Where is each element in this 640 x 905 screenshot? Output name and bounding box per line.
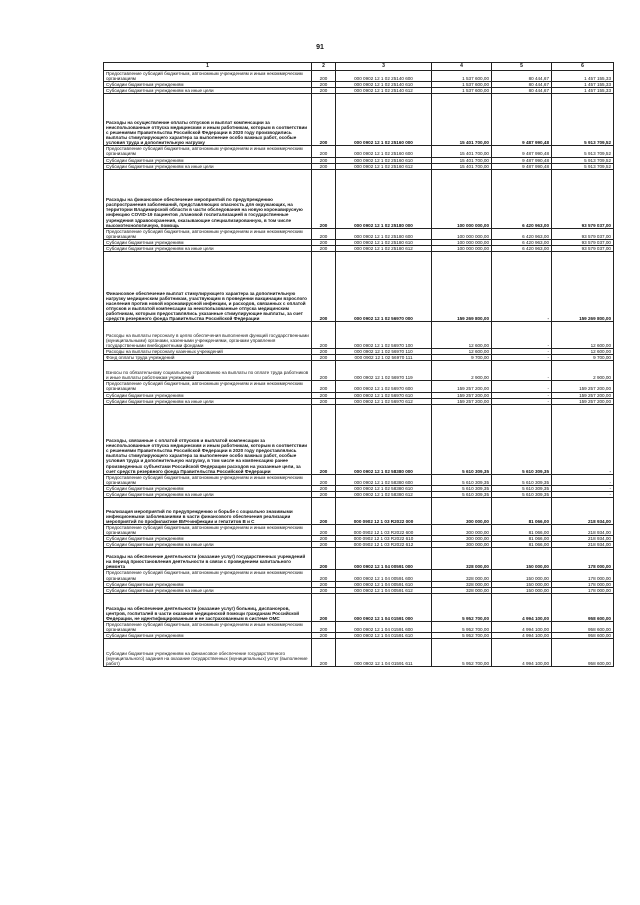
row-admin-code: 200 — [312, 621, 336, 632]
row-executed-amount: 6 420 963,00 — [492, 246, 552, 252]
row-admin-code: 200 — [312, 163, 336, 169]
table-row — [104, 621, 614, 632]
row-executed-amount: 150 000,00 — [492, 548, 552, 570]
row-budget-code: 000 0902 12 1 02 25140 610 — [336, 82, 432, 88]
row-executed-amount: 9 487 990,48 — [492, 94, 552, 146]
row-unexecuted-amount: 5 913 709,52 — [552, 157, 614, 163]
row-description: Предоставление субсидий бюджетным, автономным учреждениям и иным некоммерческим организациям — [104, 525, 312, 536]
row-unexecuted-amount: 1 457 155,33 — [552, 71, 614, 82]
row-description: Субсидии бюджетным учреждениям на иные цели — [104, 542, 312, 548]
row-admin-code: 200 — [312, 381, 336, 392]
table-row — [104, 169, 614, 228]
row-executed-amount: 5 610 309,35 — [492, 485, 552, 491]
row-approved-amount: 1 537 600,00 — [432, 82, 492, 88]
row-description: Расходы на выплаты персоналу в целях обеспечения выполнения функций государственными (муниципальными) органами, казенными учреждениями, органами управления государственными внебюджетными фондами — [104, 322, 312, 349]
row-unexecuted-amount: 178 000,00 — [552, 581, 614, 587]
row-budget-code: 000 0902 12 1 02 56970 110 — [336, 349, 432, 355]
table-body — [104, 71, 614, 667]
row-description: Финансовое обеспечение выплат стимулирующего характера за дополнительную нагрузку медицинским работникам, участвующим в проведении вакцинации взрослого населения против новой коронавирусной инфекции, и расходов, связанных с оплатой отпусков и выплатой компенсации за неиспользованные отпуска медицинским работникам, которым предоставлялись указанные стимулирующие выплаты, за счет средств резервного фонда Правительства Российской Федерации — [104, 252, 312, 322]
row-budget-code: 000 0902 12 1 02 25180 610 — [336, 239, 432, 245]
table-row — [104, 381, 614, 392]
row-admin-code: 200 — [312, 525, 336, 536]
row-unexecuted-amount: 12 600,00 — [552, 322, 614, 349]
row-unexecuted-amount: 218 934,00 — [552, 498, 614, 525]
row-approved-amount: 300 000,00 — [432, 498, 492, 525]
row-admin-code: 200 — [312, 485, 336, 491]
row-budget-code: 000 0902 12 1 03 R2022 000 — [336, 498, 432, 525]
row-executed-amount: 4 994 100,00 — [492, 593, 552, 621]
row-approved-amount: 15 401 700,00 — [432, 146, 492, 157]
row-executed-amount: 5 610 309,35 — [492, 491, 552, 497]
page-number: 91 — [316, 44, 324, 51]
row-budget-code: 000 0902 12 1 02 56970 000 — [336, 252, 432, 322]
row-admin-code: 200 — [312, 157, 336, 163]
row-description: Субсидии бюджетным учреждениям — [104, 157, 312, 163]
row-admin-code: 200 — [312, 570, 336, 581]
row-description: Субсидии бюджетным учреждениям — [104, 239, 312, 245]
row-approved-amount: 300 000,00 — [432, 536, 492, 542]
row-admin-code: 200 — [312, 252, 336, 322]
row-executed-amount: - — [492, 355, 552, 361]
row-approved-amount: 12 600,00 — [432, 322, 492, 349]
table-row — [104, 548, 614, 570]
row-description: Предоставление субсидий бюджетным, автономным учреждениям и иным некоммерческим организациям — [104, 228, 312, 239]
row-budget-code: 000 0902 12 1 04 01591 600 — [336, 621, 432, 632]
row-executed-amount: - — [492, 361, 552, 381]
table-row — [104, 88, 614, 94]
row-unexecuted-amount: 178 000,00 — [552, 570, 614, 581]
row-approved-amount: 159 257 200,00 — [432, 398, 492, 404]
table-row — [104, 542, 614, 548]
row-admin-code: 200 — [312, 593, 336, 621]
table-row — [104, 146, 614, 157]
row-unexecuted-amount: - — [552, 485, 614, 491]
row-description: Субсидии бюджетным учреждениям на иные цели — [104, 398, 312, 404]
table-row — [104, 163, 614, 169]
row-executed-amount: 150 000,00 — [492, 581, 552, 587]
row-description: Расходы на осуществление оплаты отпусков и выплат компенсации за неиспользованные отпуска медицинским и иным работникам, которым в соответствии с решениями Правительства Российской Федерации в 2020 году производились выплаты стимулирующего характера за выполнение особо важных работ, особые условия труда и дополнительную нагрузку — [104, 94, 312, 146]
row-unexecuted-amount: 218 934,00 — [552, 542, 614, 548]
row-admin-code: 200 — [312, 146, 336, 157]
row-approved-amount: 15 401 700,00 — [432, 157, 492, 163]
row-budget-code: 000 0902 12 1 02 58380 000 — [336, 404, 432, 474]
row-budget-code: 000 0902 12 1 04 00591 612 — [336, 587, 432, 593]
row-description: Субсидии бюджетным учреждениям на иные цели — [104, 246, 312, 252]
row-executed-amount: 6 420 963,00 — [492, 228, 552, 239]
row-admin-code: 200 — [312, 82, 336, 88]
row-admin-code: 200 — [312, 392, 336, 398]
table-row — [104, 593, 614, 621]
table-row — [104, 246, 614, 252]
row-budget-code: 000 0902 12 1 04 00591 610 — [336, 581, 432, 587]
row-budget-code: 000 0902 12 1 02 56970 119 — [336, 361, 432, 381]
row-approved-amount: 159 269 800,00 — [432, 252, 492, 322]
row-description: Субсидии бюджетным учреждениям — [104, 485, 312, 491]
row-unexecuted-amount: 218 934,00 — [552, 536, 614, 542]
row-executed-amount: 6 420 963,00 — [492, 169, 552, 228]
row-budget-code: 000 0902 12 1 02 25180 612 — [336, 246, 432, 252]
row-unexecuted-amount: 93 579 037,00 — [552, 169, 614, 228]
row-approved-amount: 159 257 200,00 — [432, 381, 492, 392]
row-description: Фонд оплаты труда учреждений — [104, 355, 312, 361]
row-executed-amount: 150 000,00 — [492, 587, 552, 593]
row-unexecuted-amount: - — [552, 404, 614, 474]
row-admin-code: 200 — [312, 398, 336, 404]
row-executed-amount: - — [492, 392, 552, 398]
row-approved-amount: 300 000,00 — [432, 525, 492, 536]
row-executed-amount: 5 610 309,35 — [492, 474, 552, 485]
row-budget-code: 000 0902 12 1 02 25160 610 — [336, 157, 432, 163]
row-description: Субсидии бюджетным учреждениям — [104, 633, 312, 639]
row-admin-code: 200 — [312, 491, 336, 497]
table-row — [104, 322, 614, 349]
row-approved-amount: 1 537 600,00 — [432, 71, 492, 82]
row-description: Субсидии бюджетным учреждениям на иные цели — [104, 88, 312, 94]
row-budget-code: 000 0902 12 1 02 58380 600 — [336, 474, 432, 485]
row-approved-amount: 12 600,00 — [432, 349, 492, 355]
row-executed-amount: 81 066,00 — [492, 536, 552, 542]
row-admin-code: 200 — [312, 322, 336, 349]
row-executed-amount: 4 994 100,00 — [492, 633, 552, 639]
row-unexecuted-amount: 1 457 155,33 — [552, 88, 614, 94]
row-description: Субсидии бюджетным учреждениям на иные цели — [104, 491, 312, 497]
row-executed-amount: 4 994 100,00 — [492, 621, 552, 632]
row-approved-amount: 328 000,00 — [432, 548, 492, 570]
column-header: 5 — [492, 63, 552, 71]
row-description: Расходы на обеспечение деятельности (оказание услуг) больниц, диспансеров, центров, госпиталей в части оказания медицинской помощи гражданам Российской Федерации, не идентифицированным и не застрахованным в системе ОМС — [104, 593, 312, 621]
table-row — [104, 639, 614, 667]
row-unexecuted-amount: 159 257 200,00 — [552, 381, 614, 392]
table-row — [104, 361, 614, 381]
row-budget-code: 000 0902 12 1 02 25180 600 — [336, 228, 432, 239]
row-description: Расходы на обеспечение деятельности (оказание услуг) государственных учреждений на период приостановления деятельности в связи с проведением капитального ремонта — [104, 548, 312, 570]
row-admin-code: 200 — [312, 169, 336, 228]
row-unexecuted-amount: 958 600,00 — [552, 621, 614, 632]
row-budget-code: 000 0902 12 1 02 25160 600 — [336, 146, 432, 157]
row-budget-code: 000 0902 12 1 02 25140 612 — [336, 88, 432, 94]
row-unexecuted-amount: 159 257 200,00 — [552, 392, 614, 398]
table-row — [104, 404, 614, 474]
row-admin-code: 200 — [312, 548, 336, 570]
row-approved-amount: 5 952 700,00 — [432, 593, 492, 621]
row-approved-amount: 328 000,00 — [432, 570, 492, 581]
row-unexecuted-amount: 178 000,00 — [552, 548, 614, 570]
row-description: Субсидии бюджетным учреждениям — [104, 82, 312, 88]
row-description: Предоставление субсидий бюджетным, автономным учреждениям и иным некоммерческим организациям — [104, 621, 312, 632]
row-budget-code: 000 0902 12 1 02 58380 612 — [336, 491, 432, 497]
row-approved-amount: 5 610 309,35 — [432, 404, 492, 474]
row-unexecuted-amount: 159 269 800,00 — [552, 252, 614, 322]
table-row — [104, 485, 614, 491]
table-row — [104, 633, 614, 639]
row-approved-amount: 5 952 700,00 — [432, 639, 492, 667]
row-unexecuted-amount: 93 579 037,00 — [552, 228, 614, 239]
row-approved-amount: 2 900,00 — [432, 361, 492, 381]
row-budget-code: 000 0902 12 1 02 25160 612 — [336, 163, 432, 169]
row-admin-code: 200 — [312, 536, 336, 542]
row-approved-amount: 5 610 309,35 — [432, 491, 492, 497]
row-admin-code: 200 — [312, 228, 336, 239]
row-budget-code: 000 0902 12 1 02 56970 612 — [336, 398, 432, 404]
row-unexecuted-amount: 93 579 037,00 — [552, 239, 614, 245]
row-approved-amount: 5 952 700,00 — [432, 621, 492, 632]
table-row — [104, 474, 614, 485]
table-row — [104, 536, 614, 542]
row-unexecuted-amount: - — [552, 474, 614, 485]
row-approved-amount: 300 000,00 — [432, 542, 492, 548]
row-budget-code: 000 0902 12 1 03 R2022 600 — [336, 525, 432, 536]
row-executed-amount: - — [492, 381, 552, 392]
budget-table — [103, 62, 614, 667]
row-description: Субсидии бюджетным учреждениям на иные цели — [104, 587, 312, 593]
row-executed-amount: 6 420 963,00 — [492, 239, 552, 245]
row-budget-code: 000 0902 12 1 02 58380 610 — [336, 485, 432, 491]
table-row — [104, 498, 614, 525]
row-budget-code: 000 0902 12 1 03 R2022 610 — [336, 536, 432, 542]
row-unexecuted-amount: 9 700,00 — [552, 355, 614, 361]
row-unexecuted-amount: 178 000,00 — [552, 587, 614, 593]
table-row — [104, 157, 614, 163]
row-executed-amount: 4 994 100,00 — [492, 639, 552, 667]
row-executed-amount: 81 066,00 — [492, 525, 552, 536]
row-description: Субсидии бюджетным учреждениям на финансовое обеспечение государственного (муниципального) задания на оказание государственных (муниципальных) услуг (выполнение работ) — [104, 639, 312, 667]
row-approved-amount: 15 401 700,00 — [432, 94, 492, 146]
row-executed-amount: - — [492, 349, 552, 355]
row-approved-amount: 5 610 309,35 — [432, 474, 492, 485]
row-description: Субсидии бюджетным учреждениям — [104, 581, 312, 587]
row-executed-amount: - — [492, 252, 552, 322]
row-executed-amount: 80 444,67 — [492, 71, 552, 82]
row-unexecuted-amount: 5 913 709,52 — [552, 146, 614, 157]
table-row — [104, 581, 614, 587]
row-description: Взносы по обязательному социальному страхованию на выплаты по оплате труда работников и иные выплаты работникам учреждений — [104, 361, 312, 381]
table-row — [104, 94, 614, 146]
row-admin-code: 200 — [312, 361, 336, 381]
row-approved-amount: 5 610 309,35 — [432, 485, 492, 491]
row-budget-code: 000 0902 12 1 02 56970 100 — [336, 322, 432, 349]
row-approved-amount: 159 257 200,00 — [432, 392, 492, 398]
row-unexecuted-amount: 958 600,00 — [552, 593, 614, 621]
row-executed-amount: 9 487 990,48 — [492, 157, 552, 163]
row-unexecuted-amount: 93 579 037,00 — [552, 246, 614, 252]
row-admin-code: 200 — [312, 633, 336, 639]
row-approved-amount: 328 000,00 — [432, 587, 492, 593]
row-admin-code: 200 — [312, 498, 336, 525]
row-description: Субсидии бюджетным учреждениям — [104, 392, 312, 398]
table-row — [104, 252, 614, 322]
row-budget-code: 000 0902 12 1 02 56970 111 — [336, 355, 432, 361]
table-row — [104, 82, 614, 88]
row-unexecuted-amount: - — [552, 491, 614, 497]
row-budget-code: 000 0902 12 1 02 56970 600 — [336, 381, 432, 392]
row-executed-amount: 80 444,67 — [492, 88, 552, 94]
row-budget-code: 000 0902 12 1 03 R2022 612 — [336, 542, 432, 548]
row-unexecuted-amount: 958 600,00 — [552, 639, 614, 667]
row-description: Реализация мероприятий по предупреждению и борьбе с социально значимыми инфекционными заболеваниями в части финансового обеспечения реализации мероприятий по профилактике ВИЧ-инфекции и гепатитов В и С — [104, 498, 312, 525]
table-header — [104, 63, 614, 71]
table-row — [104, 491, 614, 497]
row-unexecuted-amount: 159 257 200,00 — [552, 398, 614, 404]
row-executed-amount: 150 000,00 — [492, 570, 552, 581]
table-row — [104, 587, 614, 593]
row-description: Расходы на выплаты персоналу казенных учреждений — [104, 349, 312, 355]
table-row — [104, 71, 614, 82]
row-description: Расходы, связанные с оплатой отпусков и выплатой компенсации за неиспользованные отпуска медицинским и иным работникам, которым в соответствии с решениями Правительства Российской Федерации в 2020 году предоставлялись выплаты стимулирующего характера за выполнение особо важных работ, особые условия труда и дополнительную нагрузку, в том числе на компенсацию ранее произведенных субъектами Российской Федерации расходов на указанные цели, за счет средств резервного фонда Правительства Российской Федерации — [104, 404, 312, 474]
row-executed-amount: 5 610 309,35 — [492, 404, 552, 474]
row-admin-code: 200 — [312, 71, 336, 82]
column-header: 4 — [432, 63, 492, 71]
row-executed-amount: - — [492, 322, 552, 349]
row-admin-code: 200 — [312, 88, 336, 94]
row-approved-amount: 1 537 600,00 — [432, 88, 492, 94]
row-approved-amount: 5 952 700,00 — [432, 633, 492, 639]
row-approved-amount: 9 700,00 — [432, 355, 492, 361]
row-admin-code: 200 — [312, 639, 336, 667]
row-executed-amount: 9 487 990,48 — [492, 146, 552, 157]
row-unexecuted-amount: 5 913 709,52 — [552, 94, 614, 146]
row-budget-code: 000 0902 12 1 02 56970 610 — [336, 392, 432, 398]
row-approved-amount: 100 000 000,00 — [432, 228, 492, 239]
row-description: Предоставление субсидий бюджетным, автономным учреждениям и иным некоммерческим организациям — [104, 570, 312, 581]
row-admin-code: 200 — [312, 587, 336, 593]
row-admin-code: 200 — [312, 474, 336, 485]
row-approved-amount: 15 401 700,00 — [432, 163, 492, 169]
row-admin-code: 200 — [312, 349, 336, 355]
row-executed-amount: 81 066,00 — [492, 542, 552, 548]
row-description: Предоставление субсидий бюджетным, автономным учреждениям и иным некоммерческим организациям — [104, 474, 312, 485]
row-description: Предоставление субсидий бюджетным, автономным учреждениям и иным некоммерческим организациям — [104, 381, 312, 392]
row-approved-amount: 100 000 000,00 — [432, 169, 492, 228]
row-executed-amount: 81 066,00 — [492, 498, 552, 525]
row-description: Предоставление субсидий бюджетным, автономным учреждениям и иным некоммерческим организациям — [104, 146, 312, 157]
row-budget-code: 000 0902 12 1 02 25140 600 — [336, 71, 432, 82]
row-budget-code: 000 0902 12 1 04 01591 610 — [336, 633, 432, 639]
row-budget-code: 000 0902 12 1 02 25160 000 — [336, 94, 432, 146]
column-header: 1 — [104, 63, 312, 71]
row-budget-code: 000 0902 12 1 04 01591 000 — [336, 593, 432, 621]
row-admin-code: 200 — [312, 355, 336, 361]
row-approved-amount: 328 000,00 — [432, 581, 492, 587]
row-executed-amount: - — [492, 398, 552, 404]
row-description: Расходы на финансовое обеспечение мероприятий по предупреждению распространения заболеваний, представляющих опасность для окружающих, на территории Владимирской области в части обследования на новую коронавирусную инфекцию COVID-19 пациентов ,плановой госпитализацией в государственные учреждения здравоохранения, оказывающие специализированную, в том числе высокотехнологичную, помощь — [104, 169, 312, 228]
table-row — [104, 525, 614, 536]
row-description: Субсидии бюджетным учреждениям — [104, 536, 312, 542]
row-unexecuted-amount: 2 900,00 — [552, 361, 614, 381]
row-executed-amount: 80 444,67 — [492, 82, 552, 88]
row-admin-code: 200 — [312, 404, 336, 474]
row-unexecuted-amount: 218 934,00 — [552, 525, 614, 536]
column-header: 3 — [336, 63, 432, 71]
row-admin-code: 200 — [312, 246, 336, 252]
row-unexecuted-amount: 958 600,00 — [552, 633, 614, 639]
row-budget-code: 000 0902 12 1 04 01591 611 — [336, 639, 432, 667]
row-approved-amount: 100 000 000,00 — [432, 239, 492, 245]
row-admin-code: 200 — [312, 94, 336, 146]
row-admin-code: 200 — [312, 239, 336, 245]
row-admin-code: 200 — [312, 581, 336, 587]
column-header: 6 — [552, 63, 614, 71]
row-executed-amount: 9 487 990,48 — [492, 163, 552, 169]
row-description: Предоставление субсидий бюджетным, автономным учреждениям и иным некоммерческим организациям — [104, 71, 312, 82]
row-budget-code: 000 0902 12 1 04 00591 000 — [336, 548, 432, 570]
column-header: 2 — [312, 63, 336, 71]
table-row — [104, 239, 614, 245]
table-row — [104, 228, 614, 239]
row-budget-code: 000 0902 12 1 02 25180 000 — [336, 169, 432, 228]
row-approved-amount: 100 000 000,00 — [432, 246, 492, 252]
table-row — [104, 570, 614, 581]
row-unexecuted-amount: 12 600,00 — [552, 349, 614, 355]
row-budget-code: 000 0902 12 1 04 00591 600 — [336, 570, 432, 581]
row-admin-code: 200 — [312, 542, 336, 548]
row-description: Субсидии бюджетным учреждениям на иные цели — [104, 163, 312, 169]
row-unexecuted-amount: 5 913 709,52 — [552, 163, 614, 169]
row-unexecuted-amount: 1 457 155,33 — [552, 82, 614, 88]
